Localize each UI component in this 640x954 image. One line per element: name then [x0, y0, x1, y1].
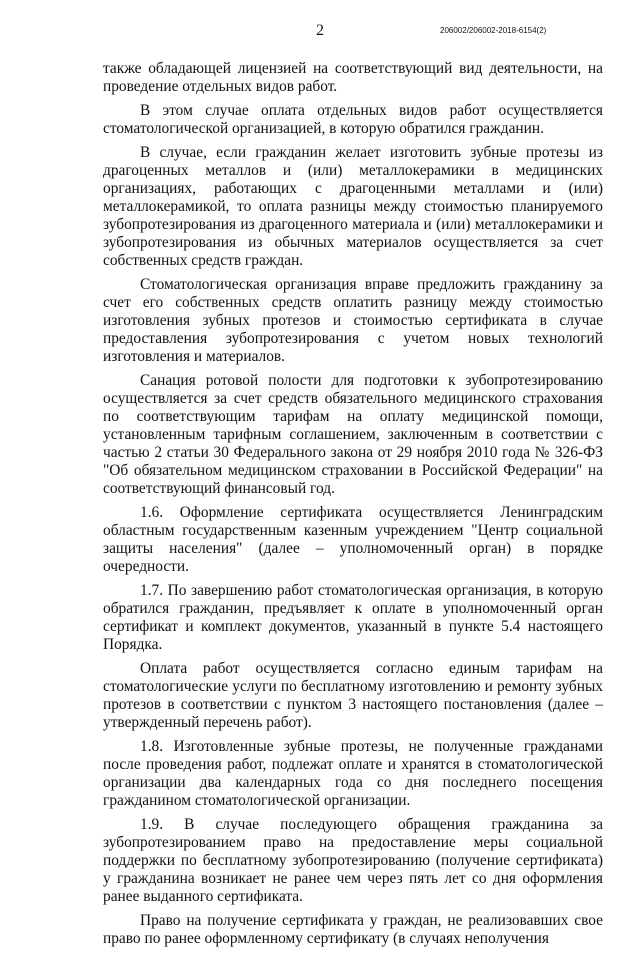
paragraph: Право на получение сертификата у граждан, не реализовавших свое право по ранее оформленному сертификату (в случаях неполучения: [103, 912, 603, 947]
paragraph: В этом случае оплата отдельных видов работ осуществляется стоматологической организацией, в которую обратился гражданин.: [103, 102, 603, 137]
paragraph: 1.7. По завершению работ стоматологическая организация, в которую обратился гражданин, предъявляет к оплате в уполномоченный орган сертификат и комплект документов, указанный в пункте 5.4 настоящего Порядка.: [103, 582, 603, 653]
document-code: 206002/206002-2018-6154(2): [440, 26, 547, 35]
page-number: 2: [316, 22, 324, 39]
paragraph: также обладающей лицензией на соответствующий вид деятельности, на проведение отдельных видов работ.: [103, 60, 603, 95]
paragraph: 1.6. Оформление сертификата осуществляется Ленинградским областным государственным казенным учреждением "Центр социальной защиты населения" (далее – уполномоченный орган) в порядке очередности.: [103, 504, 603, 575]
paragraph: 1.8. Изготовленные зубные протезы, не полученные гражданами после проведения работ, подлежат оплате и хранятся в стоматологической организации два календарных года со дня последнего посещения гражданином стоматологической организации.: [103, 738, 603, 809]
paragraph: Оплата работ осуществляется согласно единым тарифам на стоматологические услуги по бесплатному изготовлению и ремонту зубных протезов в соответствии с пунктом 3 настоящего постановления (далее – утвержденный перечень работ).: [103, 660, 603, 731]
paragraph: Стоматологическая организация вправе предложить гражданину за счет его собственных средств оплатить разницу между стоимостью изготовления зубных протезов и стоимостью сертификата в случае предоставления зубопротезирования с учетом новых технологий изготовления и материалов.: [103, 276, 603, 365]
paragraph: В случае, если гражданин желает изготовить зубные протезы из драгоценных металлов и (или) металлокерамики в медицинских организациях, работающих с драгоценными металлами и (или) металлокерамикой, то оплата разницы между стоимостью планируемого зубопротезирования из драгоценного материала и (или) металлокерамики и зубопротезирования из обычных материалов осуществляется за счет собственных средств граждан.: [103, 144, 603, 269]
document-body: [103, 60, 603, 954]
paragraph: 1.9. В случае последующего обращения гражданина за зубопротезированием право на предоставление меры социальной поддержки по бесплатному зубопротезированию (получение сертификата) у гражданина возникает не ранее чем через пять лет со дня оформления ранее выданного сертификата.: [103, 816, 603, 905]
paragraph: Санация ротовой полости для подготовки к зубопротезированию осуществляется за счет средств обязательного медицинского страхования по соответствующим тарифам на оплату медицинской помощи, установленным тарифным соглашением, заключенным в соответствии с частью 2 статьи 30 Федерального закона от 29 ноября 2010 года № 326-ФЗ "Об обязательном медицинском страховании в Российской Федерации" на соответствующий финансовый год.: [103, 372, 603, 497]
